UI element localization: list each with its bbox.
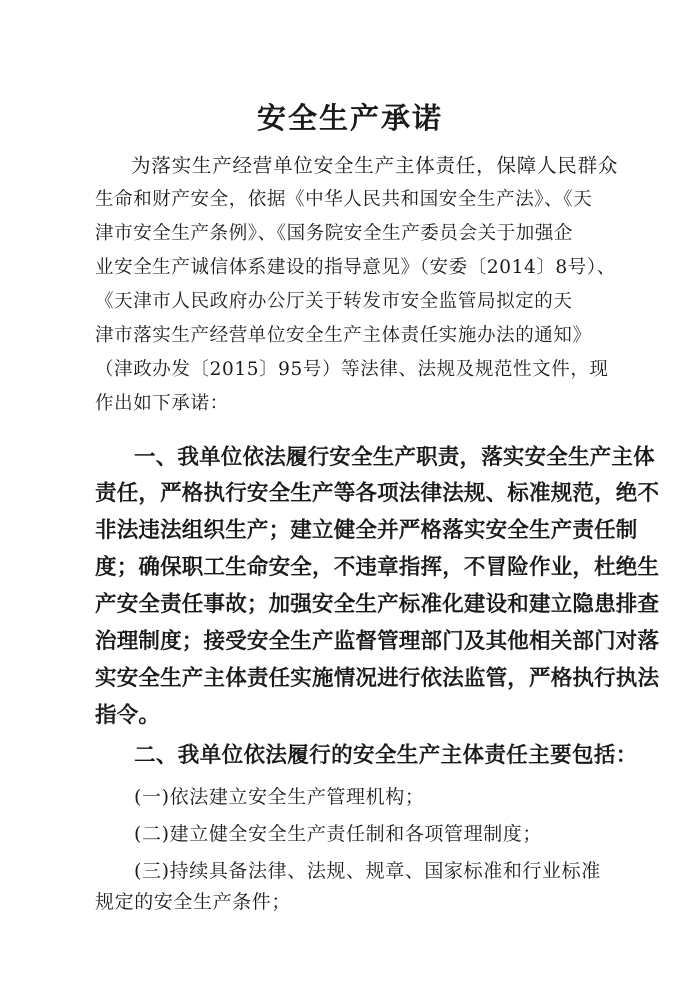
section1-line: 指令。 xyxy=(95,703,161,728)
preamble-line: 津市落实生产经营单位安全生产主体责任实施办法的通知》 xyxy=(95,325,592,346)
section1-line: 产安全责任事故；加强安全生产标准化建设和建立隐患排查 xyxy=(95,592,660,617)
preamble-line: 业安全生产诚信体系建设的指导意见》（安委〔2014〕8号）、 xyxy=(95,257,616,278)
list-item: (一)依法建立安全生产管理机构； xyxy=(134,786,425,808)
preamble-line: （津政办发〔2015〕95号）等法律、法规及规范性文件，现 xyxy=(95,359,609,380)
preamble-line: 津市安全生产条例》、《国务院安全生产委员会关于加强企 xyxy=(95,223,574,244)
preamble-line: 为落实生产经营单位安全生产主体责任，保障人民群众 xyxy=(131,154,619,177)
list-item: (三)持续具备法律、法规、规章、国家标准和行业标准 xyxy=(134,860,601,882)
section1-line: 一、我单位依法履行安全生产职责，落实安全生产主体 xyxy=(134,445,655,470)
section1-line: 度；确保职工生命安全，不违章指挥，不冒险作业，杜绝生 xyxy=(95,555,660,580)
section1-line: 实安全生产主体责任实施情况进行依法监管，严格执行执法 xyxy=(95,666,660,691)
list-item: (二)建立健全安全生产责任制和各项管理制度； xyxy=(134,823,543,845)
section2-heading: 二、我单位依法履行的安全生产主体责任主要包括： xyxy=(134,743,638,768)
section1-line: 非法违法组织生产；建立健全并严格落实安全生产责任制 xyxy=(95,518,638,543)
preamble-line: 生命和财产安全，依据《中华人民共和国安全生产法》、《天 xyxy=(95,189,593,210)
preamble-line: 作出如下承诺： xyxy=(95,393,229,414)
section1-line: 责任，严格执行安全生产等各项法律法规、标准规范，绝不 xyxy=(95,481,660,506)
list-item: 规定的安全生产条件； xyxy=(95,891,292,913)
document-title: 安全生产承诺 xyxy=(256,101,443,135)
preamble-line: 《天津市人民政府办公厅关于转发市安全监管局拟定的天 xyxy=(95,291,573,312)
section1-line: 治理制度；接受安全生产监督管理部门及其他相关部门对落 xyxy=(95,629,660,654)
